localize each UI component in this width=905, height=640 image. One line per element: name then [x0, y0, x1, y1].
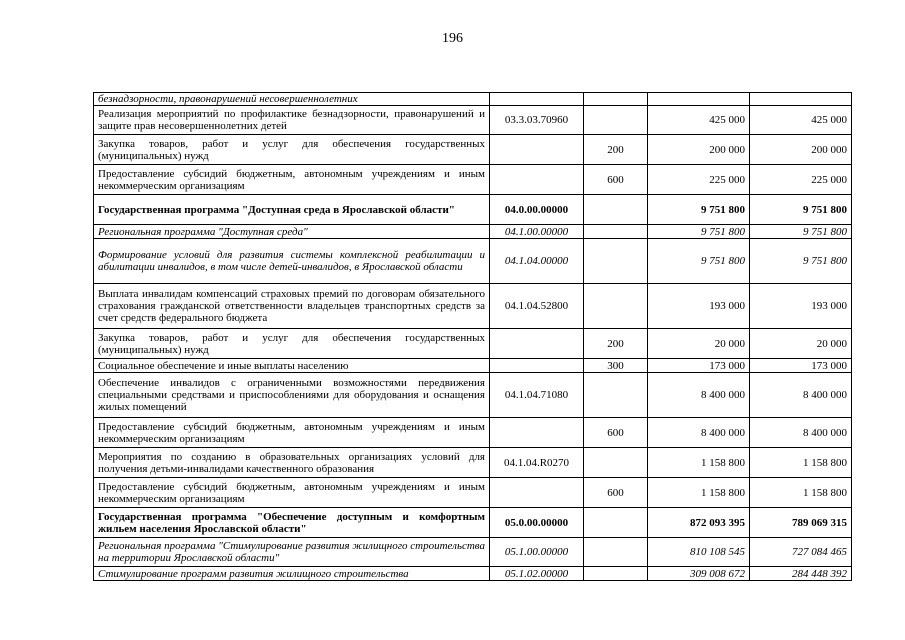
cell-amount-year-1: 1 158 800: [648, 478, 750, 508]
table-row: [94, 478, 852, 508]
cell-expense-type: [584, 508, 648, 538]
cell-name: Социальное обеспечение и иные выплаты населению: [94, 359, 490, 373]
cell-target-code: 05.1.00.00000: [490, 538, 584, 567]
cell-name: Реализация мероприятий по профилактике безнадзорности, правонарушений и защите прав несовершеннолетних детей: [94, 106, 490, 135]
cell-name: безнадзорности, правонарушений несовершеннолетних: [94, 93, 490, 106]
cell-name: Предоставление субсидий бюджетным, автономным учреждениям и иным некоммерческим организациям: [94, 478, 490, 508]
cell-amount-year-1: 9 751 800: [648, 225, 750, 239]
cell-expense-type: 600: [584, 418, 648, 448]
cell-target-code: 04.1.04.R0270: [490, 448, 584, 478]
cell-amount-year-2: 727 084 465: [750, 538, 852, 567]
cell-expense-type: [584, 225, 648, 239]
cell-name: Обеспечение инвалидов с ограниченными возможностями передвижения специальными средствами и приспособлениями для оборудования и оснащения жилых помещений: [94, 373, 490, 418]
cell-amount-year-2: 173 000: [750, 359, 852, 373]
cell-target-code: 04.1.04.71080: [490, 373, 584, 418]
table-row: [94, 106, 852, 135]
cell-amount-year-1: 309 008 672: [648, 567, 750, 581]
cell-name: Предоставление субсидий бюджетным, автономным учреждениям и иным некоммерческим организациям: [94, 165, 490, 195]
cell-expense-type: 600: [584, 478, 648, 508]
cell-name: Формирование условий для развития системы комплексной реабилитации и абилитации инвалидов, в том числе детей-инвалидов, в Ярославской области: [94, 239, 490, 284]
cell-amount-year-2: 8 400 000: [750, 373, 852, 418]
cell-amount-year-2: 225 000: [750, 165, 852, 195]
cell-amount-year-1: 173 000: [648, 359, 750, 373]
cell-expense-type: 300: [584, 359, 648, 373]
cell-target-code: [490, 478, 584, 508]
cell-expense-type: [584, 106, 648, 135]
cell-expense-type: [584, 567, 648, 581]
table-row: [94, 373, 852, 418]
cell-amount-year-2: 284 448 392: [750, 567, 852, 581]
table-row: [94, 448, 852, 478]
table-row: [94, 165, 852, 195]
cell-amount-year-1: 8 400 000: [648, 373, 750, 418]
cell-expense-type: [584, 93, 648, 106]
cell-amount-year-1: 20 000: [648, 329, 750, 359]
cell-name: Стимулирование программ развития жилищного строительства: [94, 567, 490, 581]
cell-amount-year-2: 8 400 000: [750, 418, 852, 448]
cell-name: Закупка товаров, работ и услуг для обеспечения государственных (муниципальных) нужд: [94, 329, 490, 359]
cell-name: Региональная программа "Стимулирование развития жилищного строительства на территории Ярославской области": [94, 538, 490, 567]
budget-table: [93, 92, 852, 581]
table-row: [94, 284, 852, 329]
cell-target-code: 04.0.00.00000: [490, 195, 584, 225]
cell-name: Выплата инвалидам компенсаций страховых премий по договорам обязательного страхования гражданской ответственности владельцев транспортных средств за счет средств федерального бюджета: [94, 284, 490, 329]
page-number: 196: [442, 31, 463, 46]
table-row: [94, 93, 852, 106]
cell-amount-year-2: 789 069 315: [750, 508, 852, 538]
cell-amount-year-1: 9 751 800: [648, 195, 750, 225]
cell-expense-type: [584, 195, 648, 225]
cell-amount-year-2: 9 751 800: [750, 239, 852, 284]
cell-amount-year-1: 8 400 000: [648, 418, 750, 448]
table-row: [94, 508, 852, 538]
cell-target-code: [490, 93, 584, 106]
cell-expense-type: [584, 284, 648, 329]
cell-amount-year-1: 810 108 545: [648, 538, 750, 567]
cell-amount-year-2: 20 000: [750, 329, 852, 359]
cell-amount-year-1: 225 000: [648, 165, 750, 195]
cell-name: Государственная программа "Доступная среда в Ярославской области": [94, 195, 490, 225]
table-row: [94, 135, 852, 165]
cell-amount-year-2: [750, 93, 852, 106]
budget-table-body: [94, 93, 852, 581]
cell-target-code: 05.0.00.00000: [490, 508, 584, 538]
cell-amount-year-1: 193 000: [648, 284, 750, 329]
table-row: [94, 418, 852, 448]
cell-target-code: 03.3.03.70960: [490, 106, 584, 135]
cell-expense-type: [584, 538, 648, 567]
cell-target-code: [490, 329, 584, 359]
cell-name: Предоставление субсидий бюджетным, автономным учреждениям и иным некоммерческим организациям: [94, 418, 490, 448]
cell-amount-year-1: 1 158 800: [648, 448, 750, 478]
cell-amount-year-2: 193 000: [750, 284, 852, 329]
cell-expense-type: [584, 448, 648, 478]
cell-amount-year-2: 425 000: [750, 106, 852, 135]
cell-name: Государственная программа "Обеспечение доступным и комфортным жильем населения Ярославской области": [94, 508, 490, 538]
cell-expense-type: [584, 239, 648, 284]
table-row: [94, 195, 852, 225]
cell-expense-type: 600: [584, 165, 648, 195]
cell-amount-year-1: 425 000: [648, 106, 750, 135]
table-row: [94, 359, 852, 373]
cell-amount-year-1: 872 093 395: [648, 508, 750, 538]
cell-target-code: [490, 135, 584, 165]
cell-target-code: [490, 165, 584, 195]
cell-target-code: [490, 359, 584, 373]
table-row: [94, 225, 852, 239]
cell-amount-year-2: 9 751 800: [750, 225, 852, 239]
table-row: [94, 538, 852, 567]
table-row: [94, 567, 852, 581]
cell-amount-year-2: 9 751 800: [750, 195, 852, 225]
cell-amount-year-1: 9 751 800: [648, 239, 750, 284]
cell-expense-type: 200: [584, 135, 648, 165]
cell-name: Закупка товаров, работ и услуг для обеспечения государственных (муниципальных) нужд: [94, 135, 490, 165]
cell-expense-type: 200: [584, 329, 648, 359]
cell-target-code: 04.1.00.00000: [490, 225, 584, 239]
cell-amount-year-1: 200 000: [648, 135, 750, 165]
cell-amount-year-2: 1 158 800: [750, 448, 852, 478]
cell-amount-year-1: [648, 93, 750, 106]
cell-name: Мероприятия по созданию в образовательных организациях условий для получения детьми-инвалидами качественного образования: [94, 448, 490, 478]
cell-target-code: 05.1.02.00000: [490, 567, 584, 581]
cell-expense-type: [584, 373, 648, 418]
cell-target-code: [490, 418, 584, 448]
table-row: [94, 239, 852, 284]
cell-target-code: 04.1.04.52800: [490, 284, 584, 329]
cell-amount-year-2: 200 000: [750, 135, 852, 165]
cell-amount-year-2: 1 158 800: [750, 478, 852, 508]
table-row: [94, 329, 852, 359]
cell-target-code: 04.1.04.00000: [490, 239, 584, 284]
cell-name: Региональная программа "Доступная среда": [94, 225, 490, 239]
